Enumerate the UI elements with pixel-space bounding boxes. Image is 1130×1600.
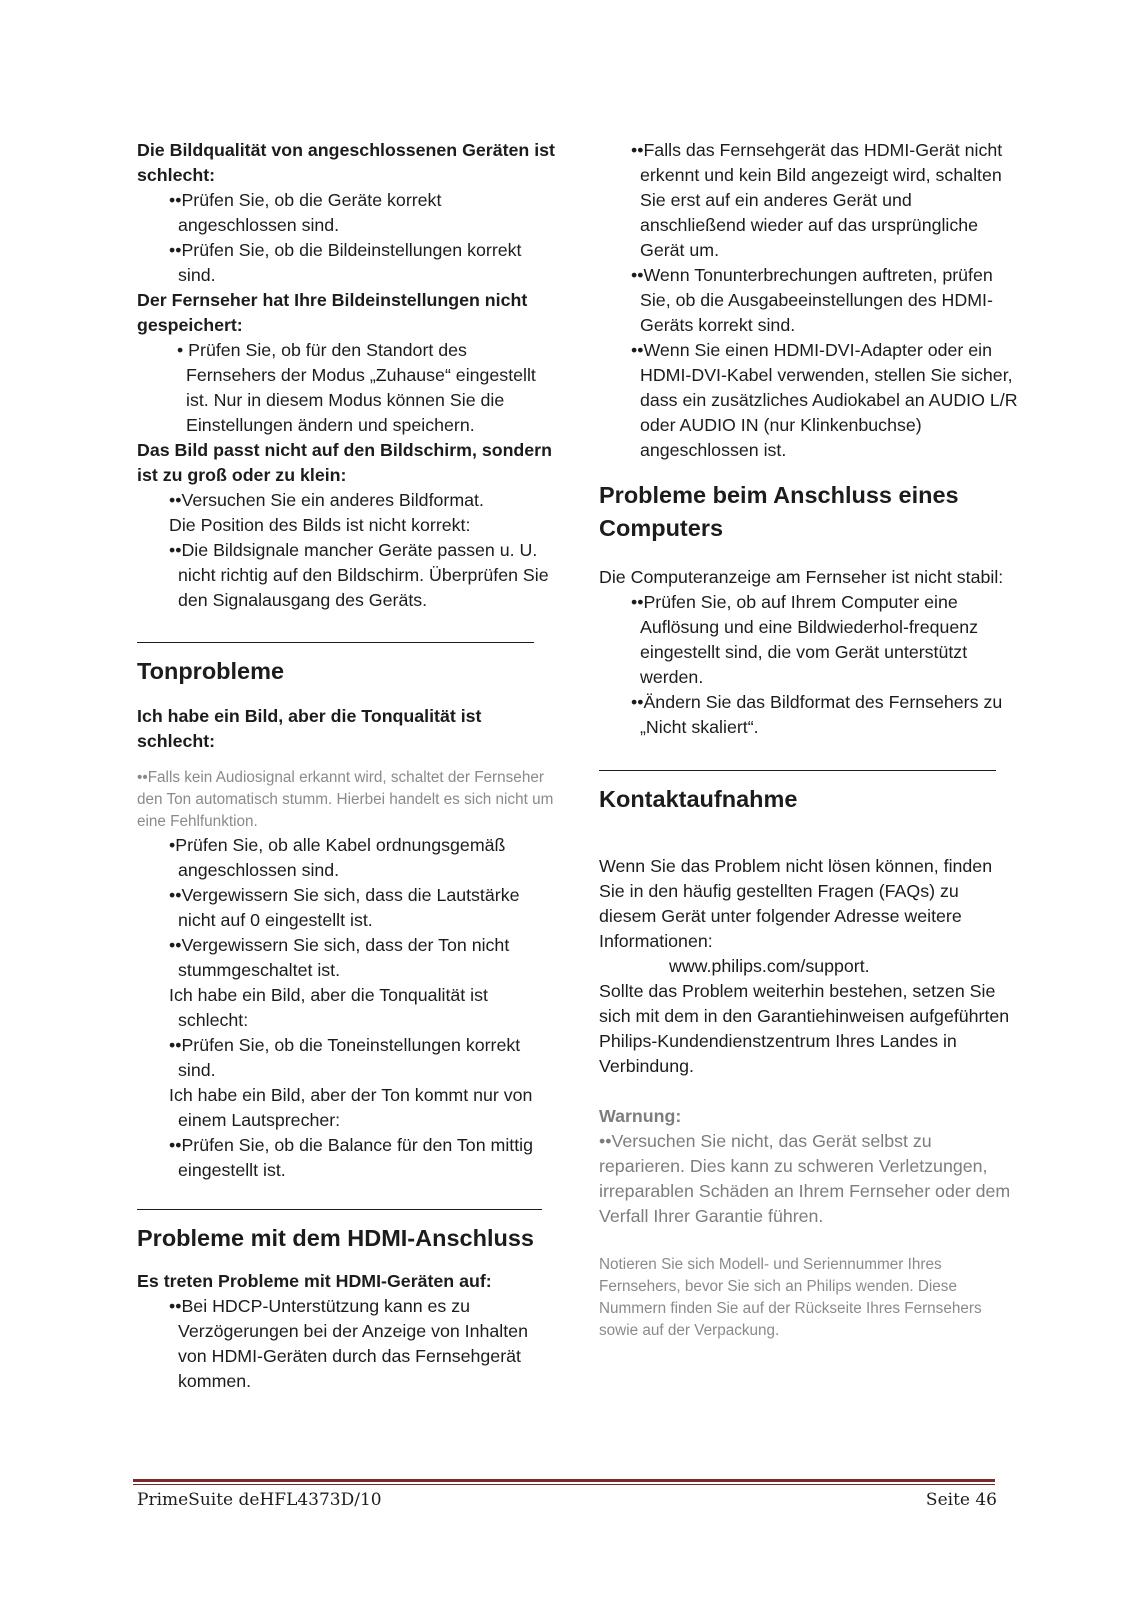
question-heading: Das Bild passt nicht auf den Bildschirm, sondern ist zu groß oder zu klein: (137, 440, 552, 485)
list-item: ••Bei HDCP-Unterstützung kann es zu Verzögerungen bei der Anzeige von Inhalten von HDMI-Geräten durch das Fernsehgerät kommen. (169, 1296, 528, 1391)
section-heading-computer: Probleme beim Anschluss eines Computers (599, 482, 959, 541)
left-column (137, 138, 557, 1394)
list-item: ••Prüfen Sie, ob die Bildeinstellungen korrekt sind. (169, 240, 522, 285)
question-heading: Der Fernseher hat Ihre Bildeinstellungen nicht gespeichert: (137, 290, 528, 335)
question-heading: Ich habe ein Bild, aber die Tonqualität ist schlecht: (137, 706, 482, 751)
list-item: ••Prüfen Sie, ob die Geräte korrekt angeschlossen sind. (169, 190, 442, 235)
list-item: ••Wenn Sie einen HDMI-DVI-Adapter oder ein HDMI-DVI-Kabel verwenden, stellen Sie sicher, dass ein zusätzliches Audiokabel an AUDIO L/R oder AUDIO IN (nur Klinkenbuchse) angeschlossen ist. (631, 340, 1018, 460)
footer-model: PrimeSuite deHFL4373D/10 (137, 1490, 382, 1510)
list-item: • Prüfen Sie, ob für den Standort des Fernsehers der Modus „Zuhause“ eingestellt ist. Nur in diesem Modus können Sie die Einstellungen ändern und speichern. (177, 340, 536, 435)
list-item: ••Versuchen Sie ein anderes Bildformat. (169, 490, 484, 510)
page-number: Seite 46 (925, 1490, 997, 1510)
section-heading-hdmi: Probleme mit dem HDMI-Anschluss (137, 1225, 534, 1251)
question-heading: Es treten Probleme mit HDMI-Geräten auf: (137, 1271, 492, 1291)
list-item: ••Ändern Sie das Bildformat des Fernsehers zu „Nicht skaliert“. (631, 692, 1003, 737)
list-item: •Prüfen Sie, ob alle Kabel ordnungsgemäß angeschlossen sind. (169, 835, 506, 880)
section-heading-tonprobleme: Tonprobleme (137, 658, 285, 684)
sub-question: Ich habe ein Bild, aber die Tonqualität ist schlecht: (169, 985, 488, 1030)
list-item: ••Prüfen Sie, ob auf Ihrem Computer eine Auflösung und eine Bildwiederhol-frequenz eingestellt sind, die vom Gerät unterstützt werden. (631, 592, 979, 687)
sub-question: Ich habe ein Bild, aber der Ton kommt nur von einem Lautsprecher: (169, 1085, 533, 1130)
list-item: ••Wenn Tonunterbrechungen auftreten, prüfen Sie, ob die Ausgabeeinstellungen des HDMI-Geräts korrekt sind. (631, 265, 993, 335)
warning-text: ••Versuchen Sie nicht, das Gerät selbst zu reparieren. Dies kann zu schweren Verletzungen, irreparablen Schäden an Ihrem Fernseher oder dem Verfall Ihrer Garantie führen. (599, 1131, 1011, 1226)
section-heading-kontakt: Kontaktaufnahme (599, 786, 798, 812)
list-item: ••Prüfen Sie, ob die Balance für den Ton mittig eingestellt ist. (169, 1135, 534, 1180)
list-item: ••Vergewissern Sie sich, dass der Ton nicht stummgeschaltet ist. (169, 935, 510, 980)
warning-label: Warnung: (599, 1106, 682, 1126)
support-url: www.philips.com/support. (669, 956, 870, 976)
contact-text: Wenn Sie das Problem nicht lösen können, finden Sie in den häufig gestellten Fragen (FAQs) zu diesem Gerät unter folgender Adresse weitere Informationen: (599, 856, 993, 951)
right-column (599, 138, 1019, 1342)
sub-question: Die Position des Bilds ist nicht korrekt: (169, 515, 471, 535)
question-text: Die Computeranzeige am Fernseher ist nicht stabil: (599, 567, 1004, 587)
list-item: ••Vergewissern Sie sich, dass die Lautstärke nicht auf 0 eingestellt ist. (169, 885, 520, 930)
list-item: ••Falls das Fernsehgerät das HDMI-Gerät nicht erkennt und kein Bild angezeigt wird, schalten Sie erst auf ein anderes Gerät und anschließend wieder auf das ursprüngliche Gerät um. (631, 140, 1003, 260)
question-heading: Die Bildqualität von angeschlossenen Geräten ist schlecht: (137, 140, 555, 185)
list-item: ••Die Bildsignale mancher Geräte passen u. U. nicht richtig auf den Bildschirm. Überprüfen Sie den Signalausgang des Geräts. (169, 540, 549, 610)
note-text: Notieren Sie sich Modell- und Seriennummer Ihres Fernsehers, bevor Sie sich an Philips wenden. Diese Nummern finden Sie auf der Rückseite Ihres Fernsehers sowie auf der Verpackung. (599, 1256, 982, 1339)
note-text: ••Falls kein Audiosignal erkannt wird, schaltet der Fernseher den Ton automatisch stumm. Hierbei handelt es sich nicht um eine Fehlfunktion. (137, 769, 554, 830)
contact-text: Sollte das Problem weiterhin bestehen, setzen Sie sich mit dem in den Garantiehinweisen aufgeführten Philips-Kundendienstzentrum Ihres Landes in Verbindung. (599, 981, 1010, 1076)
list-item: ••Prüfen Sie, ob die Toneinstellungen korrekt sind. (169, 1035, 521, 1080)
